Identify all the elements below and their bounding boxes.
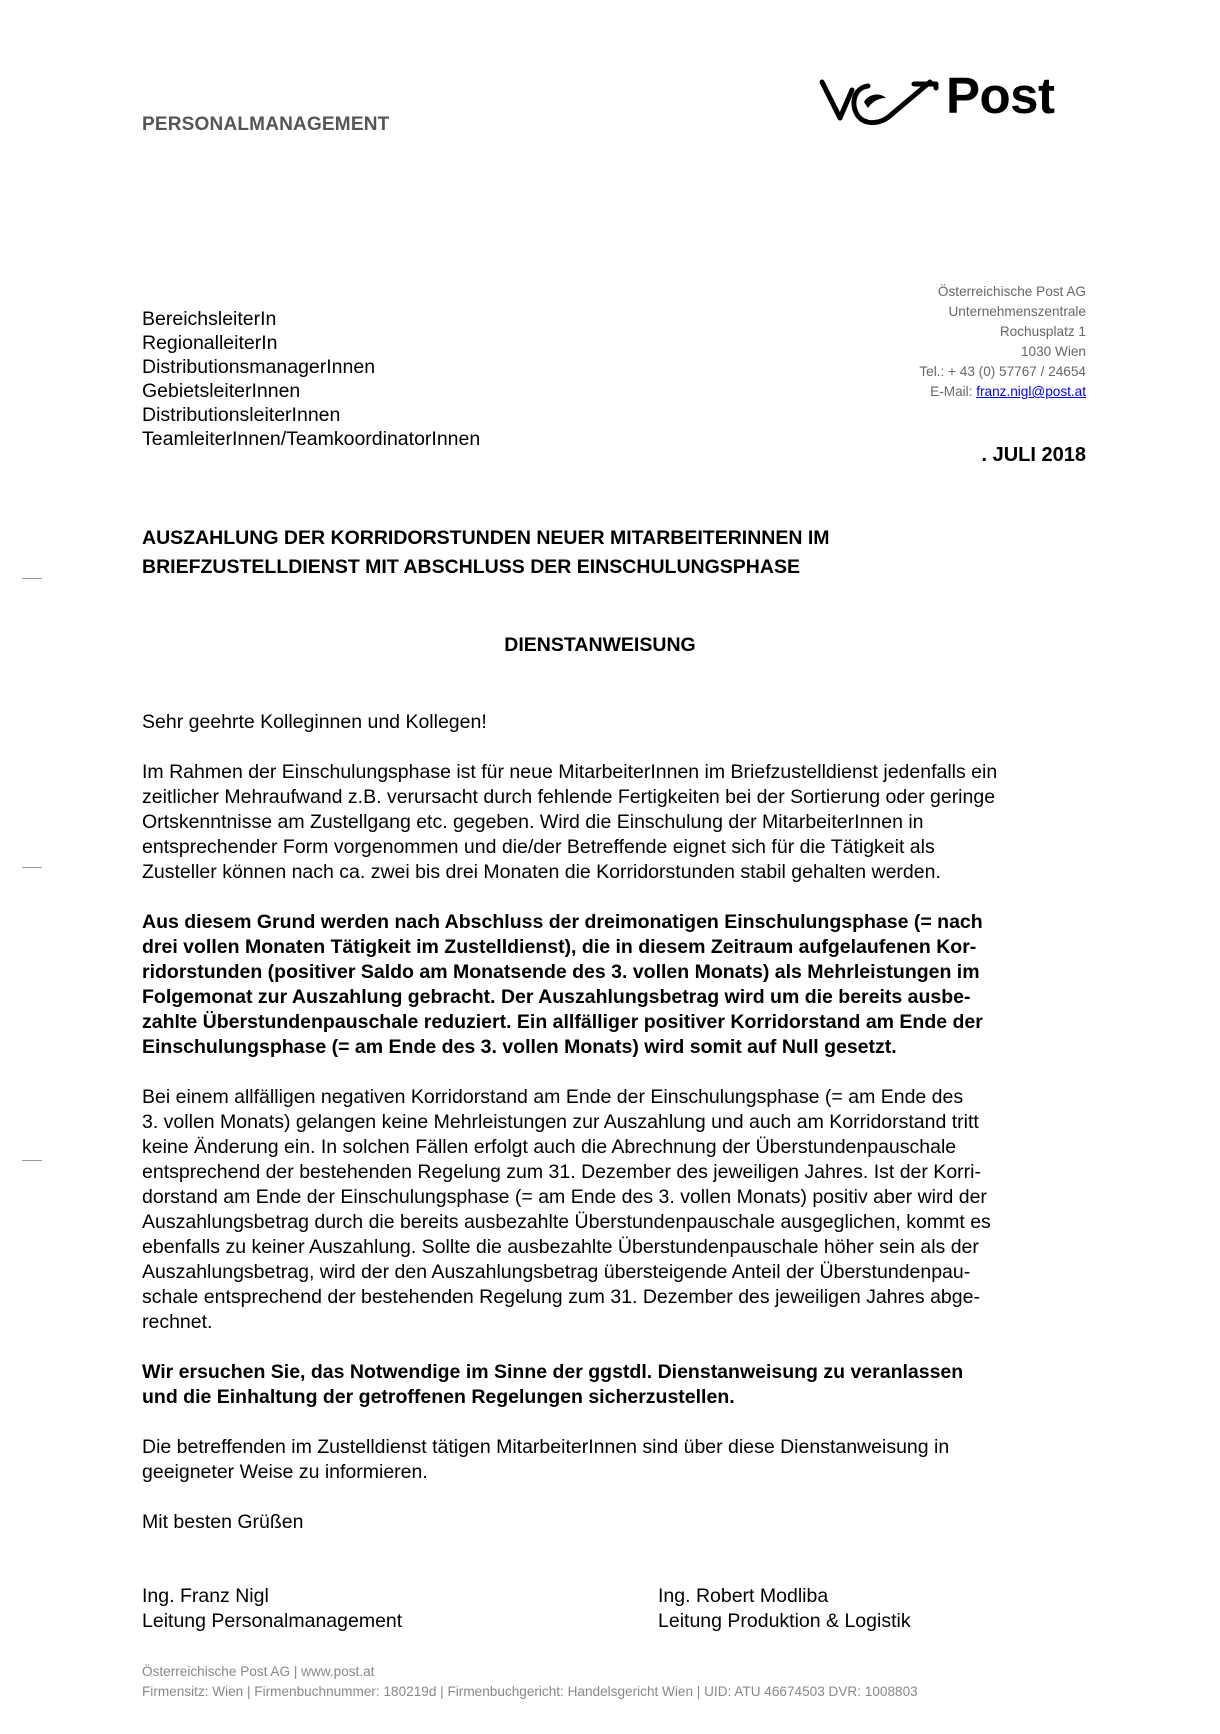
paragraph-line: Bei einem allfälligen negativen Korridorstand am Ende der Einschulungsphase (= am Ende des: [142, 1086, 964, 1108]
recipient: RegionalleiterIn: [142, 332, 278, 354]
logo-wordmark: Post: [946, 67, 1055, 124]
signatory-name: Ing. Robert Modliba: [658, 1585, 829, 1607]
signatory-role: Leitung Personalmanagement: [142, 1610, 403, 1632]
post-logo: [818, 67, 1094, 136]
footer-line: Österreichische Post AG | www.post.at: [142, 1664, 375, 1679]
signatory-role: Leitung Produktion & Logistik: [658, 1610, 911, 1632]
paragraph-line: Auszahlungsbetrag, wird der den Auszahlungsbetrag übersteigende Anteil der Überstundenpau-: [142, 1261, 971, 1283]
signatory-right: [658, 1584, 911, 1634]
subject-line: AUSZAHLUNG DER KORRIDORSTUNDEN NEUER MITARBEITERINNEN IM: [142, 527, 830, 549]
sender-email-line: [919, 382, 1086, 402]
posthorn-icon: [818, 76, 940, 136]
body-paragraph: [142, 1435, 1067, 1485]
fold-mark: [22, 578, 42, 579]
footer-line: Firmensitz: Wien | Firmenbuchnummer: 180219d | Firmenbuchgericht: Handelsgericht Wien | UID: ATU 46674503 DVR: 1008803: [142, 1684, 918, 1699]
paragraph-line: schale entsprechend der bestehenden Regelung zum 31. Dezember des jeweiligen Jahres abge-: [142, 1286, 980, 1308]
fold-mark: [22, 1160, 42, 1161]
sender-unit: Unternehmenszentrale: [948, 304, 1086, 319]
department-heading: PERSONALMANAGEMENT: [142, 114, 390, 135]
recipient: BereichsleiterIn: [142, 308, 277, 330]
sender-street: Rochusplatz 1: [999, 324, 1086, 339]
paragraph-line: Einschulungsphase (= am Ende des 3. vollen Monats) wird somit auf Null gesetzt.: [142, 1036, 897, 1058]
subject-line: BRIEFZUSTELLDIENST MIT ABSCHLUSS DER EINSCHULUNGSPHASE: [142, 556, 800, 578]
paragraph-line: Aus diesem Grund werden nach Abschluss der dreimonatigen Einschulungsphase (= nach: [142, 911, 983, 933]
letter-body: [142, 710, 1067, 1560]
subject: [142, 524, 1042, 582]
paragraph-line: entsprechender Form vorgenommen und die/der Betreffende eignet sich für die Tätigkeit als: [142, 836, 935, 858]
page-footer: [142, 1662, 918, 1702]
body-paragraph-bold: [142, 910, 1067, 1060]
closing: Mit besten Grüßen: [142, 1511, 304, 1533]
document-date: . JULI 2018: [981, 444, 1086, 466]
recipient: DistributionsleiterInnen: [142, 404, 341, 426]
paragraph-line: Im Rahmen der Einschulungsphase ist für neue MitarbeiterInnen im Briefzustelldienst jedenfalls ein: [142, 761, 998, 783]
paragraph-line: geeigneter Weise zu informieren.: [142, 1461, 428, 1483]
paragraph-line: drei vollen Monaten Tätigkeit im Zustelldienst), die in diesem Zeitraum aufgelaufenen Kor-: [142, 936, 977, 958]
email-label: E-Mail:: [930, 384, 977, 399]
paragraph-line: Die betreffenden im Zustelldienst tätigen MitarbeiterInnen sind über diese Dienstanweisung in: [142, 1436, 950, 1458]
paragraph-line: keine Änderung ein. In solchen Fällen erfolgt auch die Abrechnung der Überstundenpauschale: [142, 1136, 957, 1158]
paragraph-line: Ortskenntnisse am Zustellgang etc. gegeben. Wird die Einschulung der MitarbeiterInnen in: [142, 811, 924, 833]
document-type: DIENSTANWEISUNG: [504, 634, 696, 656]
paragraph-line: Wir ersuchen Sie, das Notwendige im Sinne der ggstdl. Dienstanweisung zu veranlassen: [142, 1361, 964, 1383]
paragraph-line: und die Einhaltung der getroffenen Regelungen sicherzustellen.: [142, 1386, 735, 1408]
recipient: GebietsleiterInnen: [142, 380, 301, 402]
paragraph-line: zahlte Überstundenpauschale reduziert. Ein allfälliger positiver Korridorstand am Ende der: [142, 1011, 983, 1033]
signatory-name: Ing. Franz Nigl: [142, 1585, 269, 1607]
fold-mark: [22, 867, 42, 868]
sender-phone: Tel.: + 43 (0) 57767 / 24654: [919, 364, 1086, 379]
sender-company: Österreichische Post AG: [937, 284, 1086, 299]
paragraph-line: 3. vollen Monats) gelangen keine Mehrleistungen zur Auszahlung und auch am Korridorstand tritt: [142, 1111, 979, 1133]
paragraph-line: rechnet.: [142, 1311, 213, 1333]
recipient: TeamleiterInnen/TeamkoordinatorInnen: [142, 428, 481, 450]
paragraph-line: entsprechend der bestehenden Regelung zum 31. Dezember des jeweiligen Jahres. Ist der Korri-: [142, 1161, 981, 1183]
recipient: DistributionsmanagerInnen: [142, 356, 376, 378]
body-paragraph: [142, 1085, 1067, 1335]
paragraph-line: ebenfalls zu keiner Auszahlung. Sollte die ausbezahlte Überstundenpauschale höher sein als der: [142, 1236, 979, 1258]
body-paragraph-bold: [142, 1360, 1067, 1410]
recipient-list: [142, 307, 480, 451]
signatory-left: [142, 1584, 402, 1634]
email-link[interactable]: franz.nigl@post.at: [976, 384, 1086, 399]
paragraph-line: Auszahlungsbetrag durch die bereits ausbezahlte Überstundenpauschale ausgeglichen, kommt es: [142, 1211, 991, 1233]
paragraph-line: Zusteller können nach ca. zwei bis drei Monaten die Korridorstunden stabil gehalten werden.: [142, 861, 941, 883]
paragraph-line: Folgemonat zur Auszahlung gebracht. Der Auszahlungsbetrag wird um die bereits ausbe-: [142, 986, 971, 1008]
paragraph-line: ridorstunden (positiver Saldo am Monatsende des 3. vollen Monats) als Mehrleistungen im: [142, 961, 980, 983]
greeting: Sehr geehrte Kolleginnen und Kollegen!: [142, 711, 487, 733]
paragraph-line: dorstand am Ende der Einschulungsphase (= am Ende des 3. vollen Monats) positiv aber wird der: [142, 1186, 987, 1208]
paragraph-line: zeitlicher Mehraufwand z.B. verursacht durch fehlende Fertigkeiten bei der Sortierung oder geringe: [142, 786, 996, 808]
sender-address: [919, 282, 1086, 402]
body-paragraph: [142, 760, 1067, 885]
sender-city: 1030 Wien: [1021, 344, 1086, 359]
